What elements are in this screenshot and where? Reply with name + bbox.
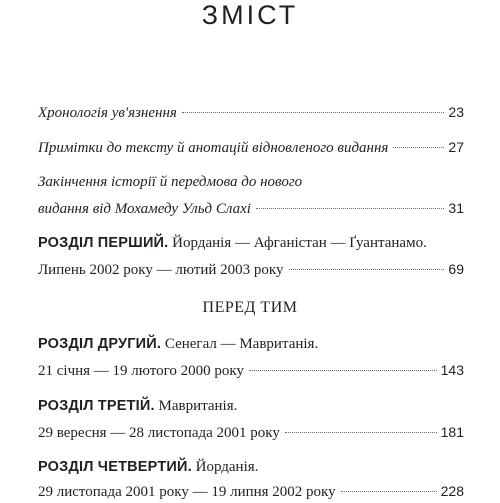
toc-entry-text: Примітки до тексту й анотацій відновленого видання	[38, 140, 389, 156]
chapter-dates: 29 вересня — 28 листопада 2001 року	[38, 425, 280, 441]
toc-entry-epilogue-line2[interactable]	[38, 197, 464, 219]
chapter-dates: Липень 2002 року — лютий 2003 року	[38, 262, 284, 278]
chapter-dates: 21 січня — 19 лютого 2000 року	[38, 363, 245, 379]
toc-chapter-3-line2[interactable]	[38, 421, 464, 443]
toc-entry-text: Закінчення історії й передмова до нового	[38, 174, 303, 190]
toc-entry-epilogue-line1[interactable]	[38, 171, 464, 193]
toc-chapter-2-line1[interactable]	[38, 333, 464, 355]
toc-leader-dots	[393, 147, 444, 148]
toc-leader-dots	[249, 370, 437, 371]
toc-chapter-1-line2[interactable]	[38, 258, 464, 280]
toc-chapter-2-line2[interactable]	[38, 359, 464, 381]
toc-page-number: 69	[448, 261, 464, 277]
toc-chapter-1-line1[interactable]	[38, 232, 464, 254]
chapter-subtitle: Мавританія.	[158, 398, 238, 414]
chapter-heading: РОЗДІЛ ДРУГИЙ.	[38, 336, 162, 352]
chapter-subtitle: Йорданія.	[195, 459, 259, 475]
toc-entry-notes[interactable]	[38, 136, 464, 158]
toc-leader-dots	[341, 491, 437, 492]
toc-chapter-4-line1[interactable]	[38, 456, 464, 478]
toc-entry-text: видання від Мохамеду Ульд Слахі	[38, 201, 251, 217]
toc-entry-chronology[interactable]	[38, 101, 464, 123]
toc-chapter-4-line2[interactable]	[38, 480, 464, 502]
toc-leader-dots	[182, 112, 445, 113]
part-heading: ПЕРЕД ТИМ	[202, 299, 298, 316]
chapter-dates: 29 листопада 2001 року — 19 липня 2002 року	[38, 484, 336, 500]
chapter-subtitle: Сенегал — Мавританія.	[164, 336, 319, 352]
toc-leader-dots	[256, 208, 444, 209]
toc-entry-text: Хронологія ув'язнення	[38, 105, 177, 121]
toc-page-number: 181	[440, 424, 464, 440]
toc-chapter-3-line1[interactable]	[38, 395, 464, 417]
chapter-heading: РОЗДІЛ ТРЕТІЙ.	[38, 398, 155, 414]
toc-leader-dots	[285, 432, 437, 433]
toc-page-number: 23	[448, 104, 464, 120]
chapter-subtitle: Йорданія — Афганістан — Ґуантанамо.	[172, 235, 427, 251]
page-title: ЗМІСТ	[201, 0, 299, 30]
toc-page-number: 143	[440, 362, 464, 378]
toc-page-number: 228	[440, 483, 464, 499]
chapter-heading: РОЗДІЛ ПЕРШИЙ.	[38, 235, 169, 251]
toc-page-number: 31	[448, 200, 464, 216]
chapter-heading: РОЗДІЛ ЧЕТВЕРТИЙ.	[38, 459, 192, 475]
toc-leader-dots	[289, 269, 445, 270]
toc-page-number: 27	[448, 139, 464, 155]
